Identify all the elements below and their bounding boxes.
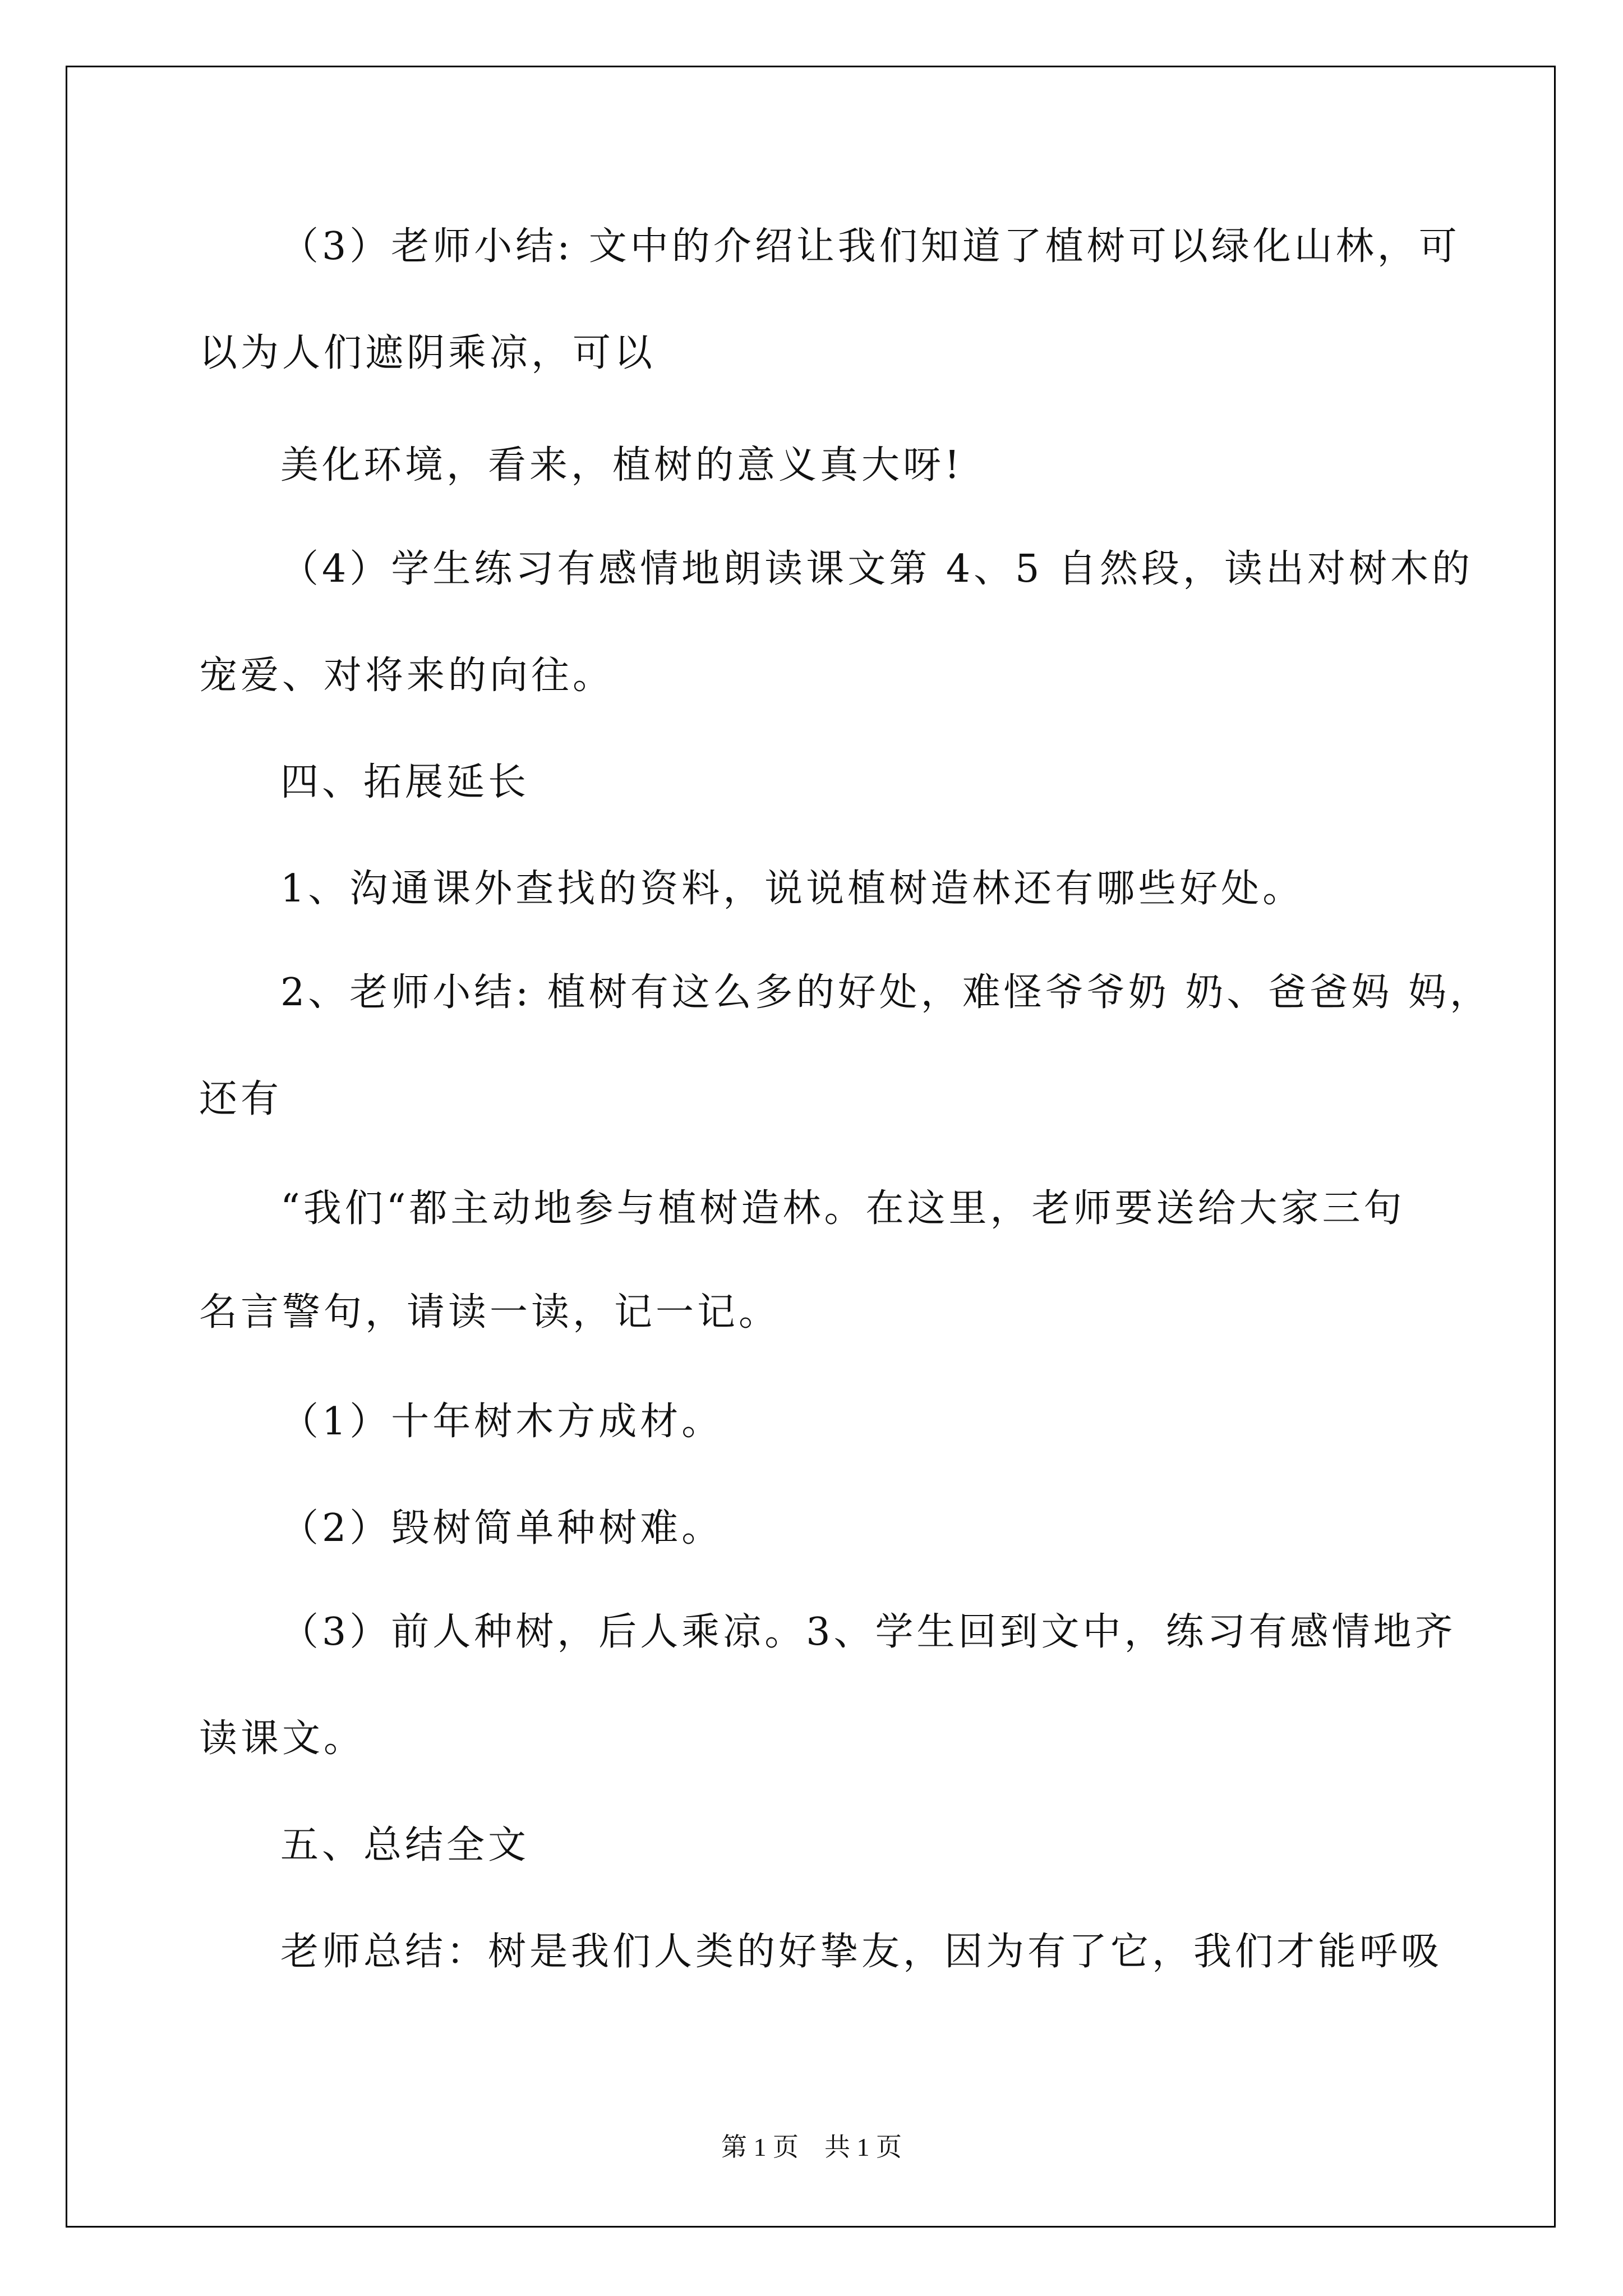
list-item: （3）前人种树，后人乘凉。3、学生回到文中，练习有感情地齐 <box>280 1610 1456 1654</box>
paragraph-line: （4）学生练习有感情地朗读课文第 4、5 自然段，读出对树木的 <box>280 547 1474 591</box>
paragraph-line: 老师总结：树是我们人类的好挚友，因为有了它，我们才能呼吸 <box>280 1930 1443 1974</box>
paragraph-line: 1、沟通课外查找的资料，说说植树造林还有哪些好处。 <box>280 867 1304 911</box>
paragraph-line: 名言警句，请读一读，记一记。 <box>199 1290 781 1335</box>
paragraph-line: 以为人们遮阴乘凉，可以 <box>199 331 656 375</box>
paragraph-line: 宠爱、对将来的向往。 <box>199 654 615 698</box>
list-item: （1）十年树木方成材。 <box>280 1400 723 1444</box>
section-heading: 四、拓展延长 <box>280 760 530 804</box>
paragraph-line: “我们“都主动地参与植树造林。在这里，老师要送给大家三句 <box>280 1186 1405 1231</box>
list-item: （2）毁树简单种树难。 <box>280 1506 723 1550</box>
paragraph-line: 读课文。 <box>199 1717 366 1761</box>
page-border <box>66 66 1556 2228</box>
paragraph-line: 2、老师小结: 植树有这么多的好处，难怪爷爷奶 奶、爸爸妈 妈， <box>280 970 1492 1015</box>
section-heading: 五、总结全文 <box>280 1823 530 1867</box>
paragraph-line: 美化环境，看来，植树的意义真大呀! <box>280 443 963 487</box>
paragraph-line: （3）老师小结: 文中的介绍让我们知道了植树可以绿化山林，可 <box>280 224 1460 269</box>
page-number-footer: 第 1 页 共 1 页 <box>721 2133 902 2161</box>
paragraph-line: 还有 <box>199 1077 283 1121</box>
